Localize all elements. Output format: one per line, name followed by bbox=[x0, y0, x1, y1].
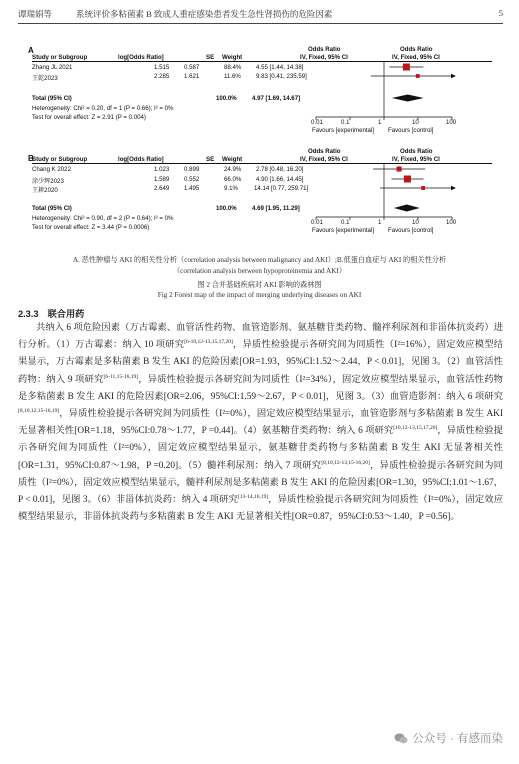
study-name: 王乾2023 bbox=[32, 75, 58, 82]
study-logor: 2.285 bbox=[154, 73, 170, 80]
study-name: 王耕2020 bbox=[32, 187, 58, 194]
watermark-text: 公众号 · 有感而染 bbox=[412, 733, 503, 745]
study-weight: 24.9% bbox=[224, 166, 242, 173]
study-weight: 88.4% bbox=[224, 64, 242, 71]
watermark bbox=[394, 730, 503, 746]
total-weight: 100.0% bbox=[216, 95, 237, 102]
tick-label: 100 bbox=[446, 219, 457, 226]
heterogeneity: Heterogeneity: Chi² = 0.20, df = 1 (P = 0.66); I² = 0% bbox=[32, 105, 174, 112]
or-header-2: Odds Ratio bbox=[400, 148, 433, 155]
study-se: 1.495 bbox=[184, 185, 200, 192]
study-se: 1.621 bbox=[184, 73, 200, 80]
col-study: Study or Subgroup bbox=[32, 54, 88, 61]
study-name: Zhang JL 2021 bbox=[32, 64, 73, 71]
col-weight: Weight bbox=[222, 156, 243, 163]
favours-right: Favours [control] bbox=[388, 127, 434, 134]
citation: [6-10,12-13,15,17,20] bbox=[184, 339, 233, 346]
study-logor: 1.515 bbox=[154, 64, 170, 71]
citation: [13-14,16,19] bbox=[237, 493, 269, 500]
study-ci: 9.83 [0.41, 235.59] bbox=[256, 73, 307, 80]
citation: [8,10,12-13,15-16,20] bbox=[321, 459, 370, 466]
study-logor: 1.023 bbox=[154, 166, 170, 173]
col-logor: log[Odds Ratio] bbox=[118, 54, 164, 61]
tick-label: 1 bbox=[378, 119, 382, 126]
heterogeneity: Heterogeneity: Chi² = 0.90, df = 2 (P = 0.64); I² = 0% bbox=[32, 215, 174, 222]
ci-arrow bbox=[451, 186, 456, 190]
col-se: SE bbox=[206, 156, 215, 163]
tick-label: 100 bbox=[446, 119, 457, 126]
study-ci: 4.55 [1.44, 14.38] bbox=[256, 64, 304, 71]
study-weight: 66.0% bbox=[224, 176, 242, 183]
study-se: 0.899 bbox=[184, 166, 200, 173]
tick-label: 10 bbox=[412, 219, 419, 226]
total-label: Total (95% CI) bbox=[32, 205, 72, 212]
forest-svg-a bbox=[26, 40, 496, 140]
total-label: Total (95% CI) bbox=[32, 95, 72, 102]
forest-plot-a bbox=[26, 40, 496, 140]
citation: [6-11,15-16,19] bbox=[103, 373, 139, 380]
study-name: 涂少辉2023 bbox=[32, 178, 64, 185]
study-ci: 14.14 [0.77, 259.71] bbox=[254, 185, 309, 192]
col-ci-2: IV, Fixed, 95% CI bbox=[392, 54, 440, 61]
overall-effect: Test for overall effect: Z = 3.44 (P = 0.0006) bbox=[32, 224, 150, 231]
wechat-icon bbox=[394, 733, 408, 744]
study-se: 0.552 bbox=[184, 176, 200, 183]
header-authors: 谭瑞娟等 bbox=[18, 9, 53, 19]
study-logor: 2.649 bbox=[154, 185, 170, 192]
study-name: Chang K 2022 bbox=[32, 166, 71, 173]
study-weight: 9.1% bbox=[224, 185, 238, 192]
study-marker bbox=[416, 74, 420, 78]
tick-label: 10 bbox=[412, 119, 419, 126]
page-number: 5 bbox=[498, 8, 503, 18]
panel-letter-a: A bbox=[28, 46, 34, 55]
total-weight: 100.0% bbox=[216, 205, 237, 212]
favours-right: Favours [control] bbox=[388, 227, 434, 234]
favours-left: Favours [experimental] bbox=[312, 227, 374, 234]
header-title: 系统评价多粘菌素 B 致成人重症感染患者发生急性肾损伤的危险因素 bbox=[76, 9, 333, 19]
study-marker bbox=[421, 186, 425, 190]
forest-plot-b bbox=[26, 148, 496, 248]
or-header-1: Odds Ratio bbox=[308, 148, 341, 155]
col-logor: log[Odds Ratio] bbox=[118, 156, 164, 163]
col-ci-1: IV, Fixed, 95% CI bbox=[300, 54, 348, 61]
total-ci: 4.97 [1.69, 14.67] bbox=[252, 95, 301, 102]
col-se: SE bbox=[206, 54, 215, 61]
or-header-2: Odds Ratio bbox=[400, 46, 433, 53]
body-paragraph: 共纳入 6 项危险因素（万古霉素、血管活性药物、血管造影剂、氨基糖苷类药物、髓袢利尿剂和非甾体抗炎药）进行分析。（1）万古霉素：纳入 10 项研究[6-10,12-13,15,17,20]，异质性检验提示各研究间为同质性（I²=16%），固定效应模型结果显示，万古霉素是多粘菌素 B 发生 AKI 的危险因素[OR=1.93，95%CI:1.52～2.44，P < 0.01]，见图 3。（2）血管活性药物：纳入 9 项研究[6-11,15-16,19]，异质性检验提示各研究间为同质性（I²=34%），固定效应模型结果显示，血管活性药物是多粘菌素 B 发生 AKI 的危险因素[OR=2.06，95%CI:1.59～2.67，P < 0.01]，见图 3。（3）血管造影剂：纳入 6 项研究[8,10,12,15-16,19]，异质性检验提示各研究间为同质性（I²=0%），固定效应模型结果显示，血管造影剂与多粘菌素 B 发生 AKI 无显著相关性[OR=1.18，95%CI:0.78～1.77，P =0.44]。（4）氨基糖苷类药物：纳入 6 项研究[10,12-13,15,17,20]，异质性检验提示各研究间为同质性（I²=0%），固定效应模型结果显示，氨基糖苷类药物与多粘菌素 B 发生 AKI 无显著相关性[OR=1.31，95%CI:0.87～1.98，P =0.20]。（5）髓袢利尿剂：纳入 7 项研究[8,10,12-13,15-16,20]，异质性检验提示各研究间为同质性（I²=0%），固定效应模型结果显示，髓袢利尿剂是多粘菌素 B 发生 AKI 的危险因素[OR=1.30，95%CI:1.01～1.67，P < 0.01]，见图 3。（6）非甾体抗炎药：纳入 4 项研究[13-14,16,19]，异质性检验提示各研究间为同质性（I²=0%），固定效应模型结果显示，非甾体抗炎药与多粘菌素 B 发生 AKI 无显著相关性[OR=0.87，95%CI:0.53～1.40，P =0.56]。 bbox=[18, 323, 503, 523]
col-study: Study or Subgroup bbox=[32, 156, 88, 163]
study-marker bbox=[403, 64, 410, 71]
citation: [10,12-13,15,17,20] bbox=[393, 425, 438, 432]
total-ci: 4.69 [1.95, 11.29] bbox=[252, 205, 300, 212]
tick-label: 0.1 bbox=[341, 219, 350, 226]
tick-label: 0.1 bbox=[341, 119, 350, 126]
or-header-1: Odds Ratio bbox=[308, 46, 341, 53]
tick-label: 1 bbox=[378, 219, 382, 226]
section-heading: 2.3.3 联合用药 bbox=[18, 309, 85, 319]
favours-left: Favours [experimental] bbox=[312, 127, 374, 134]
header-rule bbox=[18, 23, 503, 24]
study-weight: 11.6% bbox=[224, 73, 241, 80]
tick-label: 0.01 bbox=[311, 119, 323, 126]
col-ci-2: IV, Fixed, 95% CI bbox=[392, 156, 440, 163]
subcaption-line1: A. 恶性肿瘤与 AKI 的相关性分析（correlation analysis between malignancy and AKI）;B.低蛋白血症与 AKI 的相关性分析 bbox=[72, 256, 447, 264]
panel-letter-b: B bbox=[28, 154, 34, 163]
study-marker bbox=[397, 166, 402, 171]
overall-effect: Test for overall effect: Z = 2.91 (P = 0.004) bbox=[32, 114, 146, 121]
subcaption-line2: （correlation analysis between hypoproteinemia and AKI） bbox=[172, 267, 347, 275]
pooled-diamond bbox=[394, 205, 420, 212]
pooled-diamond bbox=[392, 95, 424, 102]
ci-arrow bbox=[451, 74, 456, 78]
figure-caption-cn: 图 2 合并基础疾病对 AKI 影响的森林图 bbox=[197, 281, 322, 289]
study-ci: 4.90 [1.66, 14.45] bbox=[256, 176, 304, 183]
study-marker bbox=[404, 176, 411, 183]
forest-svg-b bbox=[26, 148, 496, 248]
figure-caption-en: Fig 2 Forest map of the impact of merging underlying diseases on AKI bbox=[157, 291, 362, 299]
col-weight: Weight bbox=[222, 54, 243, 61]
citation: [8,10,12,15-16,19] bbox=[18, 407, 60, 414]
col-ci-1: IV, Fixed, 95% CI bbox=[300, 156, 348, 163]
study-se: 0.587 bbox=[184, 64, 200, 71]
tick-label: 0.01 bbox=[311, 219, 323, 226]
study-logor: 1.589 bbox=[154, 176, 170, 183]
study-ci: 2.78 [0.48, 16.20] bbox=[256, 166, 304, 173]
